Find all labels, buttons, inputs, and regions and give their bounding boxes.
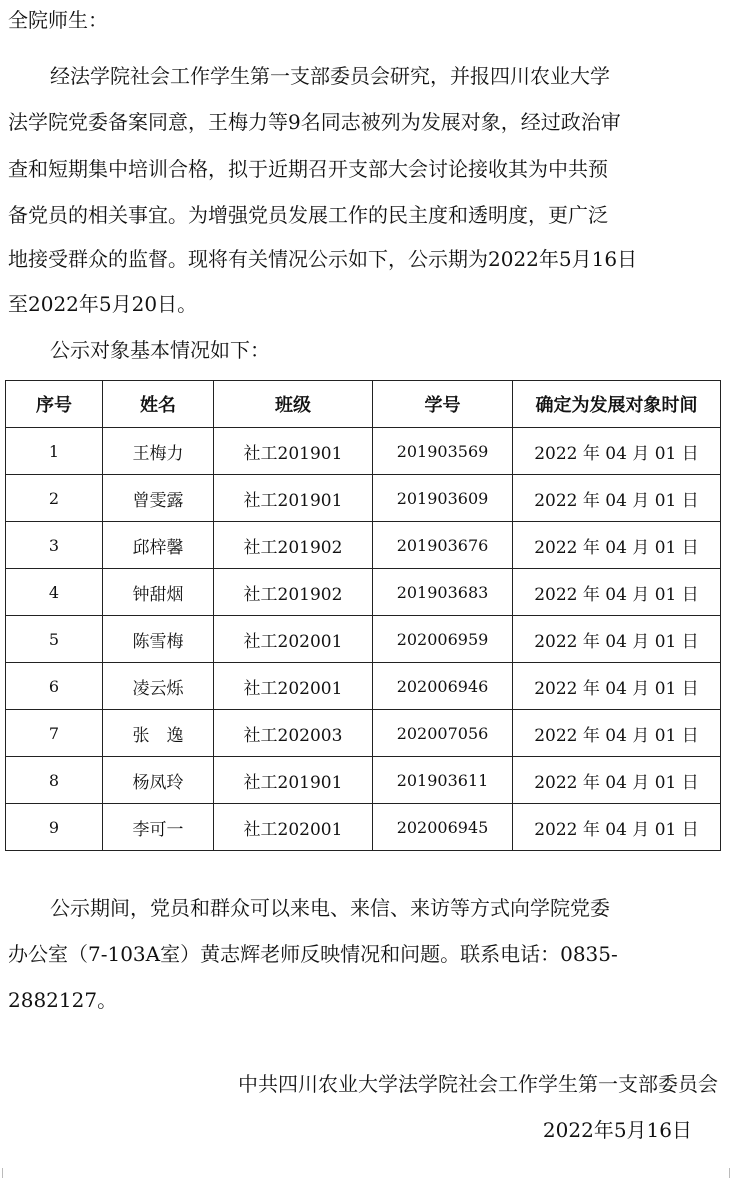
paragraph1-line-3: 查和短期集中培训合格，拟于近期召开支部大会讨论接收其为中共预 <box>8 157 608 181</box>
cell-date: 2022 年 04 月 01 日 <box>513 663 721 710</box>
cell-index: 1 <box>6 428 103 475</box>
cell-date: 2022 年 04 月 01 日 <box>513 804 721 851</box>
candidate-table <box>5 380 721 851</box>
cell-name: 曾雯露 <box>103 475 214 522</box>
cell-class: 社工201902 <box>214 569 373 616</box>
table-row <box>6 616 721 663</box>
cell-name: 凌云烁 <box>103 663 214 710</box>
cell-name: 杨凤玲 <box>103 757 214 804</box>
cell-student-id: 201903609 <box>373 475 513 522</box>
header-index: 序号 <box>6 381 103 428</box>
cell-student-id: 201903683 <box>373 569 513 616</box>
cell-date: 2022 年 04 月 01 日 <box>513 428 721 475</box>
cell-class: 社工202001 <box>214 616 373 663</box>
table-row <box>6 428 721 475</box>
cell-date: 2022 年 04 月 01 日 <box>513 616 721 663</box>
paragraph1-line-1: 经法学院社会工作学生第一支部委员会研究，并报四川农业大学 <box>50 64 610 88</box>
cell-name: 王梅力 <box>103 428 214 475</box>
paragraph2-line-1: 公示期间，党员和群众可以来电、来信、来访等方式向学院党委 <box>50 896 610 920</box>
page-corner-mark <box>719 1168 730 1178</box>
cell-student-id: 201903611 <box>373 757 513 804</box>
cell-class: 社工202001 <box>214 804 373 851</box>
cell-class: 社工201901 <box>214 757 373 804</box>
cell-index: 8 <box>6 757 103 804</box>
cell-student-id: 201903569 <box>373 428 513 475</box>
cell-date: 2022 年 04 月 01 日 <box>513 757 721 804</box>
cell-name: 邱梓馨 <box>103 522 214 569</box>
cell-date: 2022 年 04 月 01 日 <box>513 710 721 757</box>
cell-class: 社工202003 <box>214 710 373 757</box>
cell-student-id: 202007056 <box>373 710 513 757</box>
cell-date: 2022 年 04 月 01 日 <box>513 475 721 522</box>
cell-date: 2022 年 04 月 01 日 <box>513 522 721 569</box>
cell-name: 陈雪梅 <box>103 616 214 663</box>
cell-class: 社工202001 <box>214 663 373 710</box>
table-intro: 公示对象基本情况如下： <box>50 338 270 362</box>
cell-index: 9 <box>6 804 103 851</box>
signature-date: 2022年5月16日 <box>542 1118 692 1142</box>
cell-student-id: 202006959 <box>373 616 513 663</box>
cell-index: 5 <box>6 616 103 663</box>
cell-index: 3 <box>6 522 103 569</box>
paragraph1-line-4: 备党员的相关事宜。为增强党员发展工作的民主度和透明度，更广泛 <box>8 203 608 227</box>
cell-class: 社工201901 <box>214 428 373 475</box>
paragraph1-line-5: 地接受群众的监督。现将有关情况公示如下，公示期为2022年5月16日 <box>8 247 638 271</box>
table-row <box>6 475 721 522</box>
cell-student-id: 202006946 <box>373 663 513 710</box>
cell-index: 4 <box>6 569 103 616</box>
cell-date: 2022 年 04 月 01 日 <box>513 569 721 616</box>
cell-class: 社工201901 <box>214 475 373 522</box>
paragraph1-line-2: 法学院党委备案同意，王梅力等9名同志被列为发展对象，经过政治审 <box>8 110 621 134</box>
cell-student-id: 201903676 <box>373 522 513 569</box>
page-corner-mark <box>2 1168 13 1178</box>
cell-index: 6 <box>6 663 103 710</box>
header-name: 姓名 <box>103 381 214 428</box>
header-class: 班级 <box>214 381 373 428</box>
cell-name: 张 逸 <box>103 710 214 757</box>
cell-name: 李可一 <box>103 804 214 851</box>
cell-index: 2 <box>6 475 103 522</box>
table-row <box>6 710 721 757</box>
paragraph1-line-6: 至2022年5月20日。 <box>8 292 198 316</box>
salutation: 全院师生： <box>8 8 108 32</box>
table-row <box>6 522 721 569</box>
signature-organization: 中共四川农业大学法学院社会工作学生第一支部委员会 <box>238 1072 718 1096</box>
paragraph2-line-3: 2882127。 <box>8 988 118 1012</box>
cell-student-id: 202006945 <box>373 804 513 851</box>
table-header-row <box>6 381 721 428</box>
table-row <box>6 804 721 851</box>
cell-class: 社工201902 <box>214 522 373 569</box>
header-student-id: 学号 <box>373 381 513 428</box>
cell-name: 钟甜烟 <box>103 569 214 616</box>
header-date: 确定为发展对象时间 <box>513 381 721 428</box>
cell-index: 7 <box>6 710 103 757</box>
table-row <box>6 663 721 710</box>
table-row <box>6 757 721 804</box>
table-row <box>6 569 721 616</box>
paragraph2-line-2: 办公室（7-103A室）黄志辉老师反映情况和问题。联系电话：0835- <box>8 942 618 966</box>
